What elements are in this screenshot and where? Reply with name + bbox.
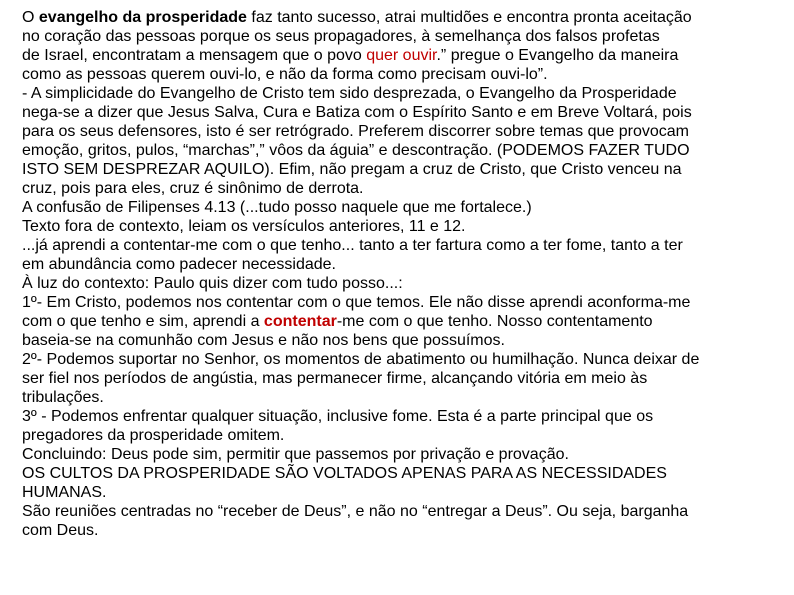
text-span: com o que tenho e sim, aprendi a	[22, 313, 264, 330]
text-line: ...já aprendi a contentar-me com o que tenho... tanto a ter fartura como a ter fome, tanto a ter	[22, 237, 683, 254]
text-span: .” pregue o Evangelho da maneira	[436, 47, 679, 64]
text-line: OS CULTOS DA PROSPERIDADE SÃO VOLTADOS APENAS PARA AS NECESSIDADES	[22, 465, 667, 482]
text-line: pregadores da prosperidade omitem.	[22, 427, 285, 444]
slide-body	[22, 8, 782, 540]
text-line: Concluindo: Deus pode sim, permitir que passemos por privação e provação.	[22, 446, 569, 463]
text-line: 3º - Podemos enfrentar qualquer situação, inclusive fome. Esta é a parte principal que os	[22, 408, 654, 425]
text-line: Texto fora de contexto, leiam os versículos anteriores, 11 e 12.	[22, 218, 466, 235]
text-line: nega-se a dizer que Jesus Salva, Cura e Batiza com o Espírito Santo e em Breve Voltará, pois	[22, 104, 692, 121]
text-span: O	[22, 9, 39, 26]
text-line: para os seus defensores, isto é ser retrógrado. Preferem discorrer sobre temas que provocam	[22, 123, 689, 140]
text-line: tribulações.	[22, 389, 104, 406]
text-line	[22, 8, 782, 27]
text-line: com Deus.	[22, 522, 99, 539]
text-line: HUMANAS.	[22, 484, 107, 501]
text-line: À luz do contexto: Paulo quis dizer com tudo posso...:	[22, 275, 403, 292]
text-line: cruz, pois para eles, cruz é sinônimo de derrota.	[22, 180, 364, 197]
highlight-phrase: quer ouvir	[366, 47, 437, 64]
bold-phrase: evangelho da prosperidade	[38, 9, 247, 26]
text-line: como as pessoas querem ouvi-lo, e não da forma como precisam ouvi-lo”.	[22, 66, 548, 83]
text-line: A confusão de Filipenses 4.13 (...tudo posso naquele que me fortalece.)	[22, 199, 532, 216]
text-line: ser fiel nos períodos de angústia, mas permanecer firme, alcançando vitória em meio às	[22, 370, 648, 387]
text-line: - A simplicidade do Evangelho de Cristo tem sido desprezada, o Evangelho da Prosperidade	[22, 85, 677, 102]
text-line	[22, 46, 782, 65]
text-line	[22, 312, 782, 331]
text-line: emoção, gritos, pulos, “marchas”,” vôos da águia” e descontração. (PODEMOS FAZER TUDO	[22, 142, 690, 159]
text-line: em abundância como padecer necessidade.	[22, 256, 336, 273]
text-line: 2º- Podemos suportar no Senhor, os momentos de abatimento ou humilhação. Nunca deixar de	[22, 351, 700, 368]
text-span: -me com o que tenho. Nosso contentamento	[336, 313, 653, 330]
text-span: de Israel, encontratam a mensagem que o povo	[22, 47, 367, 64]
text-span: faz tanto sucesso, atrai multidões e encontra pronta aceitação	[246, 9, 692, 26]
text-line: baseia-se na comunhão com Jesus e não nos bens que possuímos.	[22, 332, 505, 349]
text-line: no coração das pessoas porque os seus propagadores, à semelhança dos falsos profetas	[22, 28, 660, 45]
text-line: São reuniões centradas no “receber de Deus”, e não no “entregar a Deus”. Ou seja, barganha	[22, 503, 689, 520]
text-line: ISTO SEM DESPREZAR AQUILO). Efim, não pregam a cruz de Cristo, que Cristo venceu na	[22, 161, 682, 178]
highlight-word: contentar	[263, 313, 337, 330]
text-line: 1º- Em Cristo, podemos nos contentar com o que temos. Ele não disse aprendi aconforma-me	[22, 294, 691, 311]
